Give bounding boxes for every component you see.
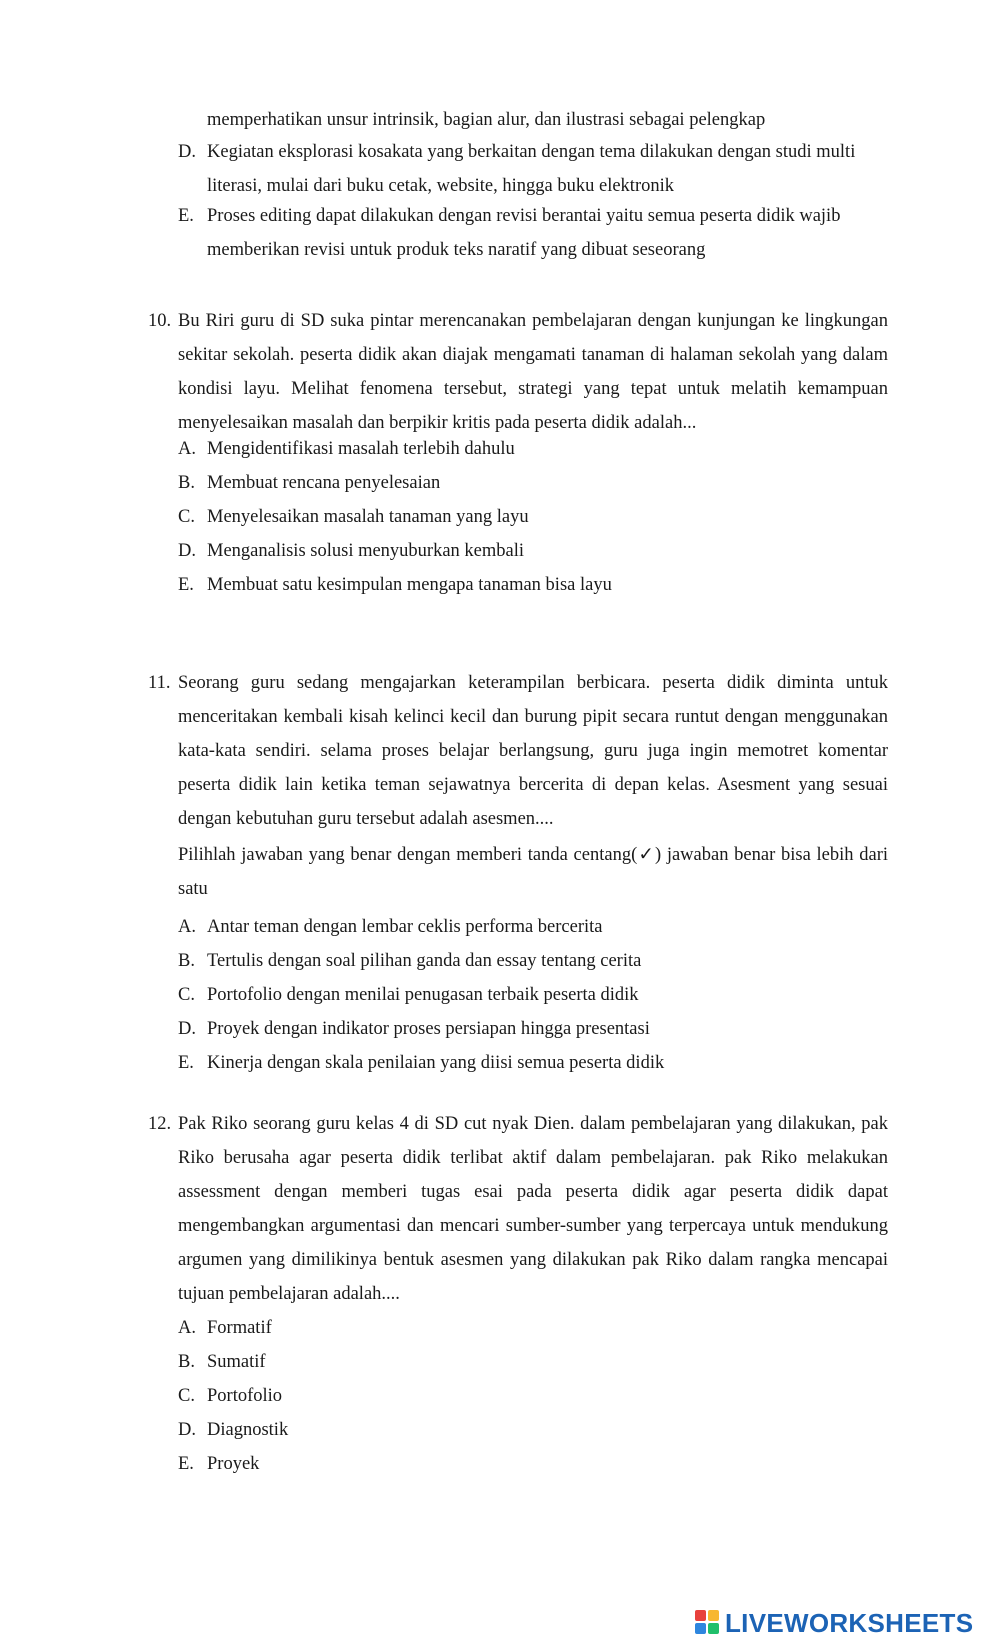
option-row[interactable] <box>178 1413 898 1447</box>
option-text: Proyek <box>207 1454 260 1474</box>
option-text: Menganalisis solusi menyuburkan kembali <box>207 541 525 561</box>
option-text: Portofolio <box>207 1386 283 1406</box>
question-number: 11. <box>148 673 171 693</box>
question-number: 12. <box>148 1114 172 1134</box>
liveworksheets-brand[interactable] <box>695 1608 973 1638</box>
option-text: Portofolio dengan menilai penugasan terbaik peserta didik <box>207 985 639 1005</box>
option-letter: B. <box>178 1352 195 1372</box>
options-list-11 <box>178 910 898 1080</box>
brand-wordmark: LIVEWORKSHEETS <box>725 1607 974 1638</box>
option-row[interactable] <box>178 1379 898 1413</box>
option-text: Formatif <box>207 1318 272 1338</box>
option-letter: C. <box>178 507 195 527</box>
options-list-12 <box>178 1311 898 1481</box>
liveworksheets-logo-icon <box>695 1610 721 1636</box>
option-row[interactable] <box>178 910 898 944</box>
continuation-line: memperhatikan unsur intrinsik, bagian alur, dan ilustrasi sebagai pelengkap <box>207 110 766 130</box>
option-row[interactable] <box>178 199 898 267</box>
option-row[interactable] <box>178 568 898 602</box>
option-letter: B. <box>178 473 195 493</box>
option-letter: A. <box>178 917 196 937</box>
options-list-10 <box>178 432 898 602</box>
option-row[interactable] <box>178 1447 898 1481</box>
option-letter: E. <box>178 575 194 595</box>
option-letter: A. <box>178 439 196 459</box>
option-text: Tertulis dengan soal pilihan ganda dan essay tentang cerita <box>207 951 642 971</box>
question-stem: Seorang guru sedang mengajarkan keterampilan berbicara. peserta didik diminta untuk menceritakan kembali kisah kelinci kecil dan burung pipit secara runtut dengan menggunakan kata-kata sendiri. selama proses belajar berlangsung, guru juga ingin memotret komentar peserta didik lain ketika teman sejawatnya bercerita di depan kelas. Asesment yang sesuai dengan kebutuhan guru tersebut adalah asesmen.... <box>178 673 888 829</box>
option-letter: E. <box>178 1053 194 1073</box>
option-row[interactable] <box>178 534 898 568</box>
question-stem: Pak Riko seorang guru kelas 4 di SD cut nyak Dien. dalam pembelajaran yang dilakukan, pak Riko berusaha agar peserta didik terlibat aktif dalam pembelajaran. pak Riko melakukan assessment dengan memberi tugas esai pada peserta didik agar peserta didik dapat mengembangkan argumentasi dan mencari sumber-sumber yang terpercaya untuk mendukung argumen yang dimilikinya bentuk asesmen yang dilakukan pak Riko dalam rangka mencapai tujuan pembelajaran adalah.... <box>178 1114 888 1304</box>
option-text: Kinerja dengan skala penilaian yang diisi semua peserta didik <box>207 1053 665 1073</box>
option-text: Menyelesaikan masalah tanaman yang layu <box>207 507 529 527</box>
option-row[interactable] <box>178 466 898 500</box>
answer-instruction: Pilihlah jawaban yang benar dengan memberi tanda centang(✓) jawaban benar bisa lebih dari satu <box>178 845 888 899</box>
option-row[interactable] <box>178 135 898 203</box>
option-text: Antar teman dengan lembar ceklis performa bercerita <box>207 917 603 937</box>
option-text: Diagnostik <box>207 1420 289 1440</box>
option-letter: A. <box>178 1318 196 1338</box>
option-letter: E. <box>178 1454 194 1474</box>
option-text: Proyek dengan indikator proses persiapan hingga presentasi <box>207 1019 650 1039</box>
question-number: 10. <box>148 311 172 331</box>
option-text: Membuat satu kesimpulan mengapa tanaman bisa layu <box>207 575 612 595</box>
option-letter: C. <box>178 985 195 1005</box>
option-row[interactable] <box>178 1046 898 1080</box>
option-row[interactable] <box>178 432 898 466</box>
option-row[interactable] <box>178 1311 898 1345</box>
option-letter: B. <box>178 951 195 971</box>
option-letter: E. <box>178 206 194 226</box>
option-row[interactable] <box>178 978 898 1012</box>
option-row[interactable] <box>178 1345 898 1379</box>
option-letter: D. <box>178 541 196 561</box>
option-text: Proses editing dapat dilakukan dengan revisi berantai yaitu semua peserta didik wajib memberikan revisi untuk produk teks naratif yang dibuat seseorang <box>207 206 841 260</box>
question-stem: Bu Riri guru di SD suka pintar merencanakan pembelajaran dengan kunjungan ke lingkungan sekitar sekolah. peserta didik akan diajak mengamati tanaman di halaman sekolah yang dalam kondisi layu. Melihat fenomena tersebut, strategi yang tepat untuk melatih kemampuan menyelesaikan masalah dan berpikir kritis pada peserta didik adalah... <box>178 311 888 433</box>
option-row[interactable] <box>178 944 898 978</box>
option-text: Kegiatan eksplorasi kosakata yang berkaitan dengan tema dilakukan dengan studi multi literasi, mulai dari buku cetak, website, hingga buku elektronik <box>207 142 856 196</box>
option-row[interactable] <box>178 500 898 534</box>
option-row[interactable] <box>178 1012 898 1046</box>
option-letter: D. <box>178 1019 196 1039</box>
option-letter: D. <box>178 142 196 162</box>
option-letter: C. <box>178 1386 195 1406</box>
option-text: Membuat rencana penyelesaian <box>207 473 441 493</box>
option-letter: D. <box>178 1420 196 1440</box>
option-text: Mengidentifikasi masalah terlebih dahulu <box>207 439 515 459</box>
option-text: Sumatif <box>207 1352 266 1372</box>
